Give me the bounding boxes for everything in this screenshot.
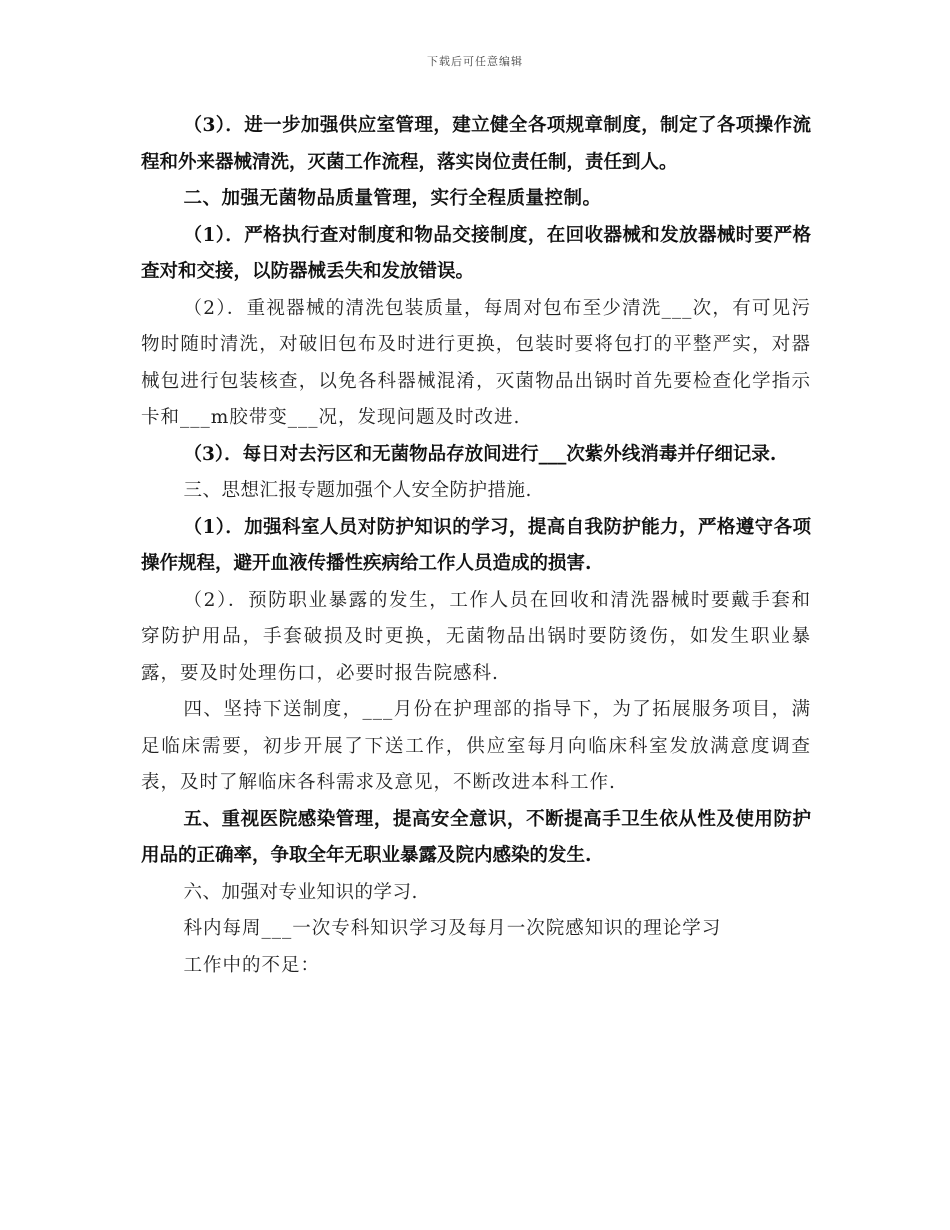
paragraph-3-2: （2）．预防职业暴露的发生，工作人员在回收和清洗器械时要戴手套和穿防护用品，手套破损及时更换，无菌物品出锅时要防烫伤，如发生职业暴露，要及时处理伤口，必要时报告院感科. [141, 589, 811, 684]
section-5: 五、重视医院感染管理，提高安全意识，不断提高手卫生依从性及使用防护用品的正确率，争取全年无职业暴露及院内感染的发生. [141, 808, 811, 866]
section-heading-2: 二、加强无菌物品质量管理，实行全程质量控制。 [183, 188, 602, 209]
section-6-body: 科内每周___一次专科知识学习及每月一次院感知识的理论学习 [183, 918, 722, 939]
section-heading-3: 三、思想汇报专题加强个人安全防护措施. [183, 480, 532, 501]
shortcomings-heading: 工作中的不足： [183, 954, 321, 976]
document-body [141, 108, 811, 984]
paragraph-3-1: （1）．加强科室人员对防护知识的学习，提高自我防护能力，严格遵守各项操作规程，避开血液传播性疾病给工作人员造成的损害. [141, 516, 811, 574]
paragraph-2-3: （3）．每日对去污区和无菌物品存放间进行___次紫外线消毒并仔细记录. [183, 443, 777, 465]
section-heading-6: 六、加强对专业知识的学习. [183, 881, 418, 903]
page-header: 下载后可任意编辑 [427, 55, 523, 68]
paragraph-1-3: （3）．进一步加强供应室管理，建立健全各项规章制度，制定了各项操作流程和外来器械清洗，灭菌工作流程，落实岗位责任制，责任到人。 [141, 115, 811, 173]
paragraph-2-1: （1）．严格执行查对制度和物品交接制度，在回收器械和发放器械时要严格查对和交接，以防器械丢失和发放错误。 [141, 224, 811, 282]
paragraph-2-2: （2）．重视器械的清洗包装质量，每周对包布至少清洗___次，有可见污物时随时清洗，对破旧包布及时进行更换，包装时要将包打的平整严实，对器械包进行包装核查，以免各科器械混淆，灭菌物品出锅时首先要检查化学指示卡和___m胶带变___况，发现问题及时改进. [141, 297, 811, 428]
section-4: 四、坚持下送制度，___月份在护理部的指导下，为了拓展服务项目，满足临床需要，初步开展了下送工作，供应室每月向临床科室发放满意度调查表，及时了解临床各科需求及意见，不断改进本科工作. [141, 699, 811, 793]
